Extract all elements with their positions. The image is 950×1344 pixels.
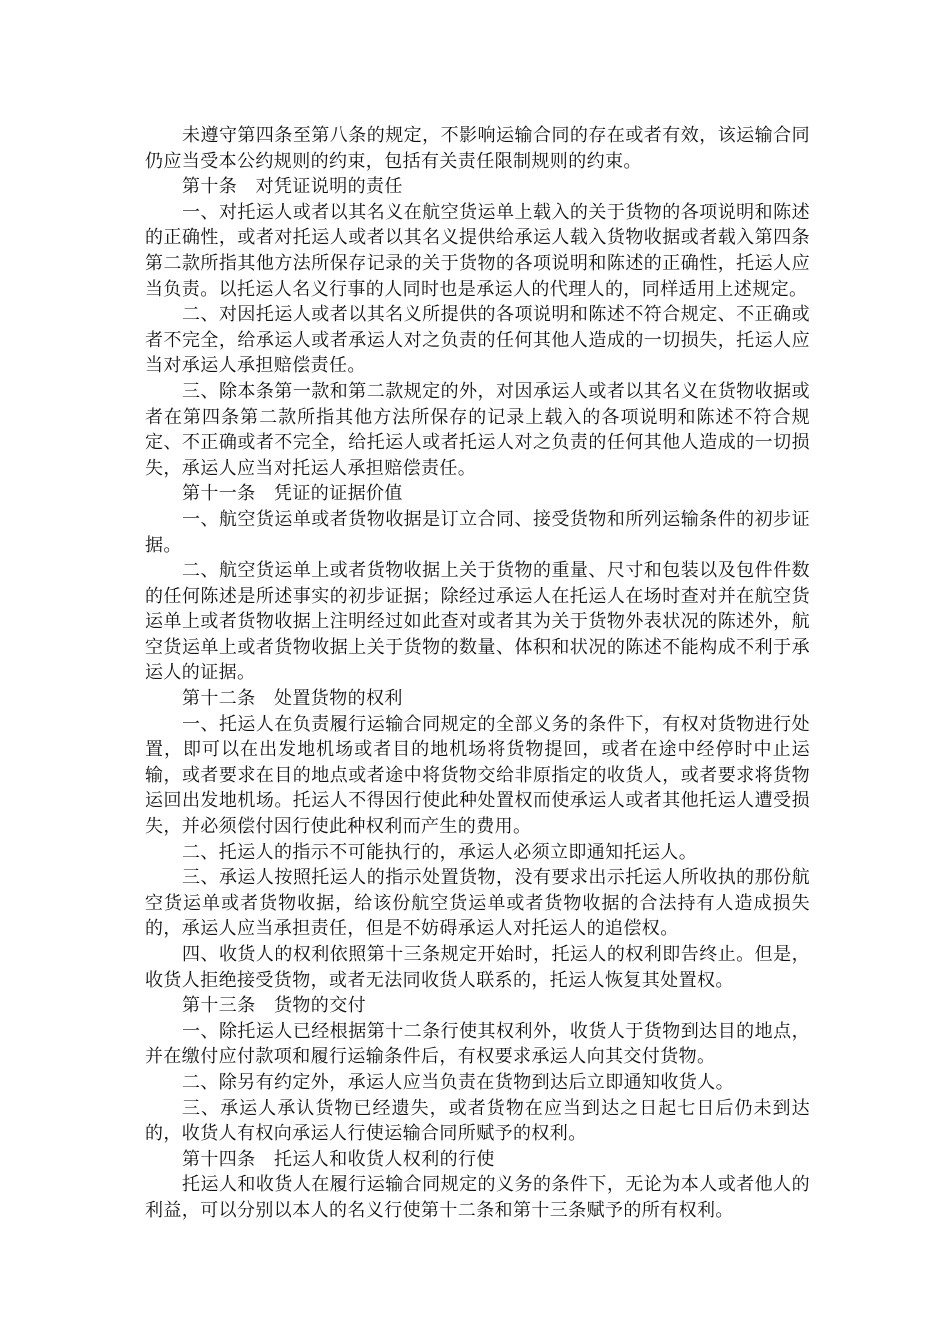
- paragraph: 三、承运人承认货物已经遗失，或者货物在应当到达之日起七日后仍未到达的，收货人有权向承运人行使运输合同所赋予的权利。: [145, 1097, 810, 1145]
- article-heading: 第十四条 托运人和收货人权利的行使: [182, 1148, 495, 1170]
- paragraph: 托运人和收货人在履行运输合同规定的义务的条件下，无论为本人或者他人的利益，可以分别以本人的名义行使第十二条和第十三条赋予的所有权利。: [145, 1174, 810, 1221]
- paragraph: 三、除本条第一款和第二款规定的外，对因承运人或者以其名义在货物收据或者在第四条第二款所指其他方法所保存的记录上载入的各项说明和陈述不符合规定、不正确或者不完全，给托运人或者托运人对之负责的任何其他人造成的一切损失，承运人应当对托运人承担赔偿责任。: [145, 380, 810, 479]
- article-heading: 第十一条 凭证的证据价值: [182, 483, 403, 505]
- article-heading: 第十条 对凭证说明的责任: [182, 176, 403, 198]
- paragraph: 四、收货人的权利依照第十三条规定开始时，托运人的权利即告终止。但是，收货人拒绝接受货物，或者无法同收货人联系的，托运人恢复其处置权。: [145, 944, 810, 991]
- document-page: [145, 123, 810, 1224]
- paragraph: 一、航空货运单或者货物收据是订立合同、接受货物和所列运输条件的初步证据。: [145, 508, 810, 556]
- paragraph: 一、除托运人已经根据第十二条行使其权利外，收货人于货物到达目的地点，并在缴付应付款项和履行运输条件后，有权要求承运人向其交付货物。: [145, 1020, 810, 1068]
- paragraph: 三、承运人按照托运人的指示处置货物，没有要求出示托运人所收执的那份航空货运单或者货物收据，给该份航空货运单或者货物收据的合法持有人造成损失的，承运人应当承担责任，但是不妨碍承运人对托运人的追偿权。: [145, 867, 810, 940]
- paragraph: 未遵守第四条至第八条的规定，不影响运输合同的存在或者有效，该运输合同仍应当受本公约规则的约束，包括有关责任限制规则的约束。: [145, 125, 810, 172]
- paragraph: 二、托运人的指示不可能执行的，承运人必须立即通知托运人。: [182, 841, 698, 863]
- paragraph: 二、除另有约定外，承运人应当负责在货物到达后立即通知收货人。: [182, 1071, 734, 1093]
- article-heading: 第十三条 货物的交付: [182, 995, 366, 1017]
- article-heading: 第十二条 处置货物的权利: [182, 688, 403, 710]
- paragraph: 一、对托运人或者以其名义在航空货运单上载入的关于货物的各项说明和陈述的正确性，或者对托运人或者以其名义提供给承运人载入货物收据或者载入第四条第二款所指其他方法所保存记录的关于货物的各项说明和陈述的正确性，托运人应当负责。以托运人名义行事的人同时也是承运人的代理人的，同样适用上述规定。: [145, 201, 810, 300]
- paragraph: 二、航空货运单上或者货物收据上关于货物的重量、尺寸和包装以及包件件数的任何陈述是所述事实的初步证据；除经过承运人在托运人在场时查对并在航空货运单上或者货物收据上注明经过如此查对或者其为关于货物外表状况的陈述外，航空货运单上或者货物收据上关于货物的数量、体积和状况的陈述不能构成不利于承运人的证据。: [145, 560, 810, 684]
- paragraph: 二、对因托运人或者以其名义所提供的各项说明和陈述不符合规定、不正确或者不完全，给承运人或者承运人对之负责的任何其他人造成的一切损失，托运人应当对承运人承担赔偿责任。: [145, 304, 810, 377]
- paragraph: 一、托运人在负责履行运输合同规定的全部义务的条件下，有权对货物进行处置，即可以在出发地机场或者目的地机场将货物提回，或者在途中经停时中止运输，或者要求在目的地点或者途中将货物交给非原指定的收货人，或者要求将货物运回出发地机场。托运人不得因行使此种处置权而使承运人或者其他托运人遭受损失，并必须偿付因行使此种权利而产生的费用。: [145, 713, 810, 838]
